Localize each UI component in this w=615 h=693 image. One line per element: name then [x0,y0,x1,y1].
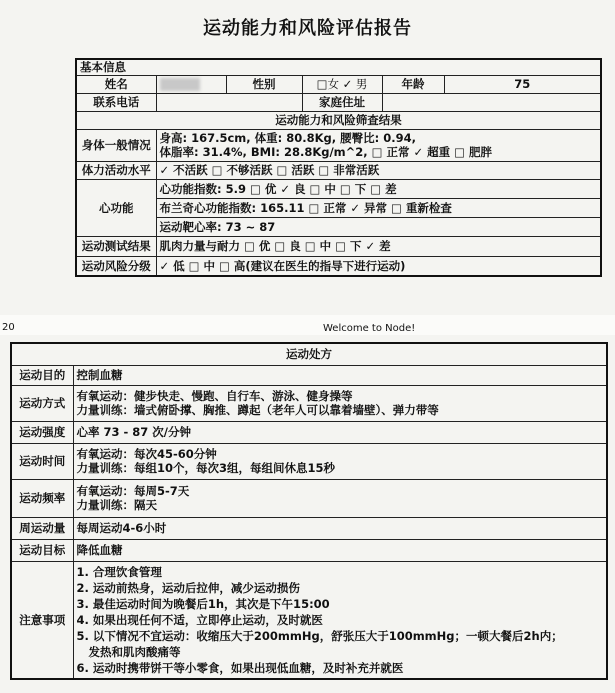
time-line-2: 力量训练：每组10个，每次3组，每组间休息15秒 [76,461,336,475]
body-line-2: 体脂率: 31.4%, BMI: 28.8Kg/m^2, □ 正常 ✓ 超重 □ 肥胖 [159,145,493,159]
address-value [382,93,601,111]
freq-line-2: 力量训练：隔天 [76,498,157,512]
note-item: 3. 最佳运动时间为晚餐后1h，其次是下午15:00 [76,596,330,611]
prescription-table [10,342,608,680]
time-value [73,443,607,479]
freq-value [73,479,607,517]
redacted-name [160,78,200,91]
activity-label: 体力活动水平 [76,161,156,179]
risk-value: ✓ 低 □ 中 □ 高(建议在医生的指导下进行运动) [156,256,601,276]
intensity-label: 运动强度 [11,421,73,443]
report-title: 运动能力和风险评估报告 [203,18,412,39]
cardio-label: 心功能 [76,179,156,236]
intensity-value: 心率 73 - 87 次/分钟 [73,421,607,443]
note-item: 发热和肌肉酸痛等 [76,644,181,659]
freq-line-1: 有氧运动：每周5-7天 [76,484,190,498]
cardio-value [156,179,601,236]
risk-label: 运动风险分级 [76,256,156,276]
page-number: 20 [2,322,15,333]
test-value: 肌肉力量与耐力 □ 优 □ 良 □ 中 □ 下 ✓ 差 [156,236,601,256]
method-label: 运动方式 [11,385,73,421]
freq-label: 运动频率 [11,479,73,517]
notes-list [73,561,607,679]
time-line-1: 有氧运动：每次45-60分钟 [76,447,217,461]
assessment-table [75,58,602,277]
purpose-value: 控制血糖 [73,365,607,385]
page-divider [0,315,615,335]
age-label: 年龄 [382,75,444,93]
goal-value: 降低血糖 [73,539,607,561]
screening-header: 运动能力和风险筛查结果 [76,111,601,129]
name-value [156,75,226,93]
body-label: 身体一般情况 [76,129,156,161]
time-label: 运动时间 [11,443,73,479]
cardio-line-1: 心功能指数: 5.9 □ 优 ✓ 良 □ 中 □ 下 □ 差 [157,180,601,199]
phone-value [156,93,302,111]
activity-value: ✓ 不活跃 □ 不够活跃 □ 活跃 □ 非常活跃 [156,161,601,179]
cardio-line-3: 运动靶心率: 73 ~ 87 [159,219,276,234]
note-item: 5. 以下情况不宜运动：收缩压大于200mmHg，舒张压大于100mmHg；一顿大餐后2h内； [76,628,563,643]
gender-label: 性别 [226,75,302,93]
cardio-line-2: 布兰奇心功能指数: 165.11 □ 正常 ✓ 异常 □ 重新检查 [157,199,601,218]
rx-header: 运动处方 [11,343,607,365]
body-value [156,129,601,161]
basic-info-header: 基本信息 [76,59,601,75]
phone-label: 联系电话 [76,93,156,111]
weekly-value: 每周运动4-6小时 [73,517,607,539]
body-line-1: 身高: 167.5cm, 体重: 80.8Kg, 腰臀比: 0.94, [159,131,416,145]
note-item: 4. 如果出现任何不适，立即停止运动，及时就医 [76,612,323,627]
purpose-label: 运动目的 [11,365,73,385]
goal-label: 运动目标 [11,539,73,561]
method-line-1: 有氧运动：健步快走、慢跑、自行车、游泳、健身操等 [76,389,353,403]
method-value [73,385,607,421]
method-line-2: 力量训练：墙式俯卧撑、胸推、蹲起（老年人可以靠着墙壁）、弹力带等 [76,403,439,417]
note-item: 1. 合理饮食管理 [76,564,162,579]
age-value: 75 [444,75,601,93]
address-label: 家庭住址 [302,93,382,111]
notes-label: 注意事项 [11,561,73,679]
weekly-label: 周运动量 [11,517,73,539]
note-item: 2. 运动前热身，运动后拉伸，减少运动损伤 [76,580,300,595]
note-item: 6. 运动时携带饼干等小零食，如果出现低血糖，及时补充并就医 [76,660,404,675]
gender-value: □女 ✓ 男 [302,75,382,93]
name-label: 姓名 [76,75,156,93]
welcome-text: Welcome to Node! [323,323,416,334]
test-label: 运动测试结果 [76,236,156,256]
